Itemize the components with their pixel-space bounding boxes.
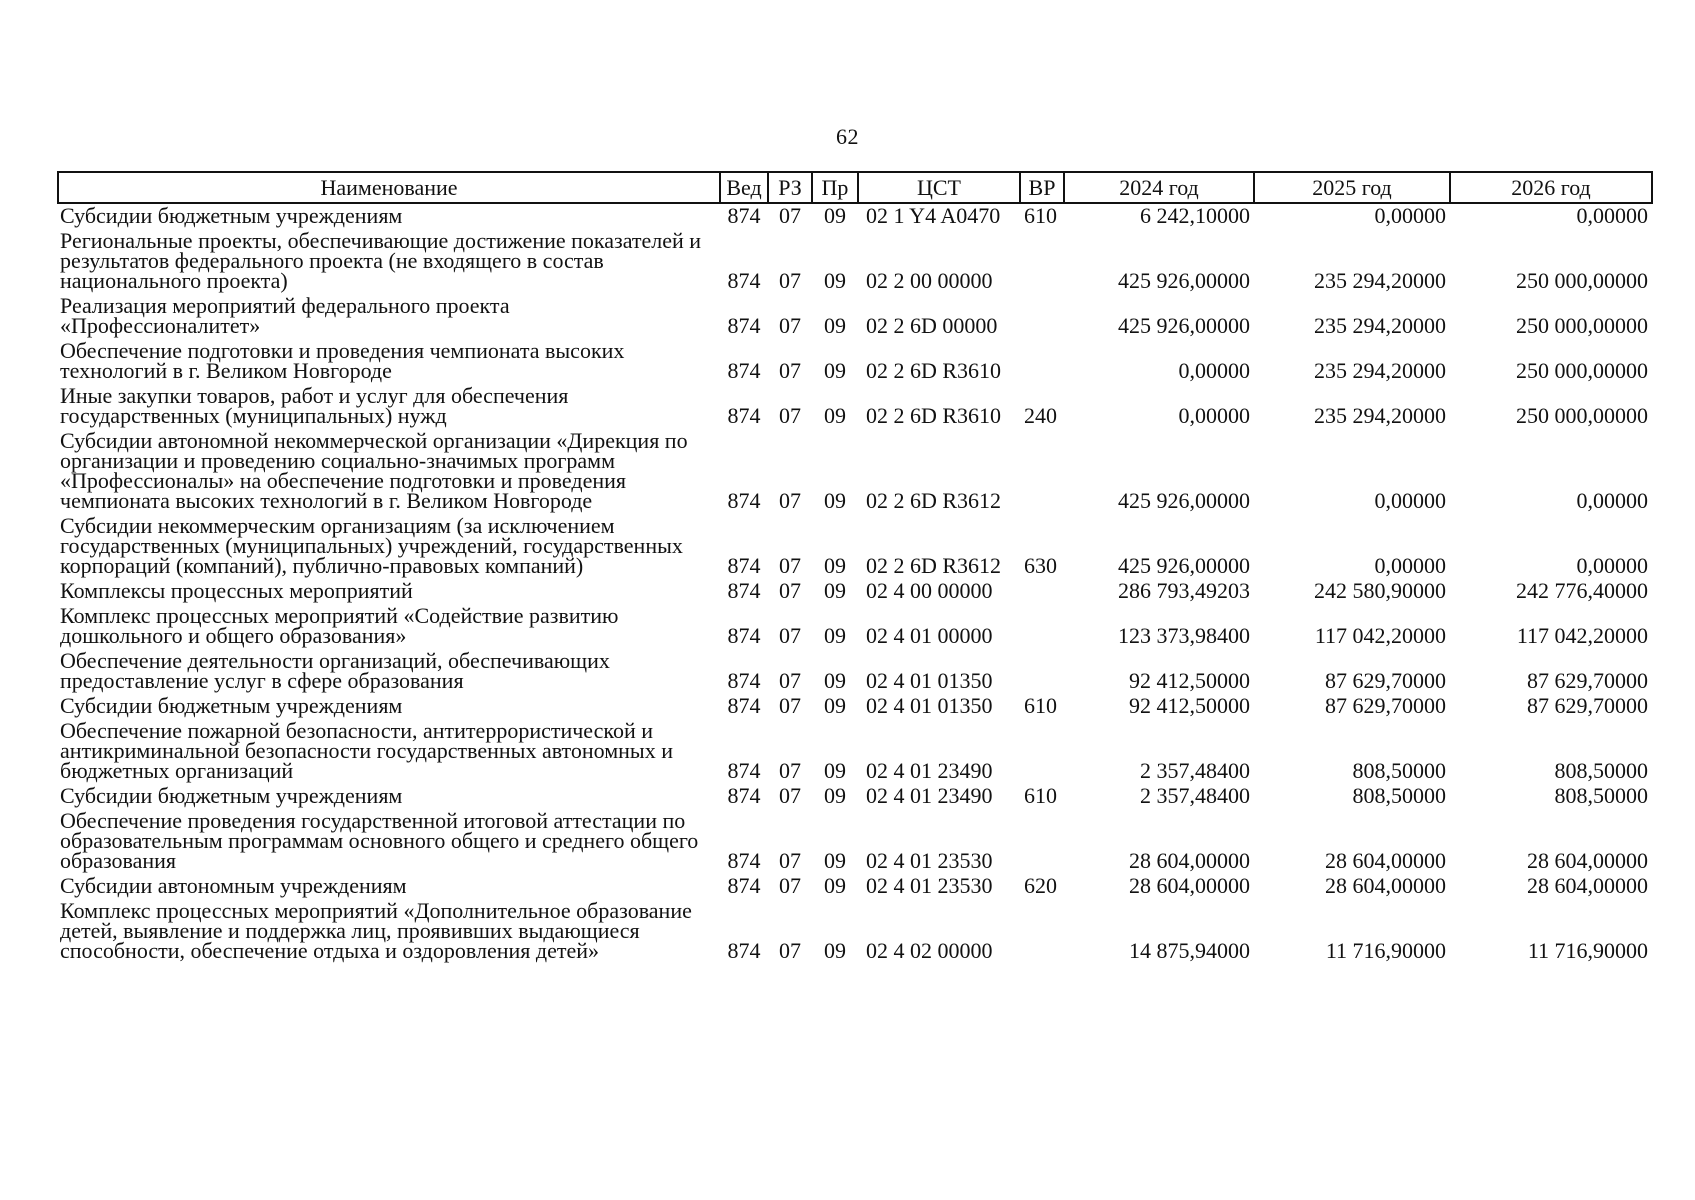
cell-cst: 02 4 00 00000 — [866, 578, 993, 603]
cell-2024: 6 242,10000 — [1140, 203, 1250, 228]
cell-pr: 09 — [824, 623, 846, 648]
cell-pr: 09 — [824, 668, 846, 693]
cell-2025: 235 294,20000 — [1314, 313, 1446, 338]
cell-vr — [1020, 579, 1064, 604]
cell-name: Комплекс процессных мероприятий «Содействие развитию дошкольного и общего образования» — [60, 603, 619, 648]
cell-2026: 87 629,70000 — [1527, 693, 1648, 718]
table-row — [58, 339, 1652, 384]
cell-2026: 28 604,00000 — [1527, 848, 1648, 873]
cell-cst: 02 4 01 23530 — [866, 873, 993, 898]
cell-2026: 250 000,00000 — [1516, 403, 1648, 428]
cell-name: Субсидии некоммерческим организациям (за исключением государственных (муниципальных) учреждений, государственных корпораций (компаний), публично-правовых компаний) — [60, 513, 683, 578]
header-name: Наименование — [58, 172, 720, 203]
table-row — [58, 579, 1652, 604]
cell-ved: 874 — [727, 783, 761, 808]
cell-rz: 07 — [779, 488, 801, 513]
table-row — [58, 604, 1652, 649]
cell-2026: 250 000,00000 — [1516, 313, 1648, 338]
cell-rz: 07 — [779, 758, 801, 783]
cell-cst: 02 2 6D R3612 — [866, 488, 1002, 513]
cell-cst: 02 4 01 23490 — [866, 758, 993, 783]
table-row — [58, 514, 1652, 579]
cell-2025: 87 629,70000 — [1325, 693, 1446, 718]
cell-rz: 07 — [779, 203, 801, 228]
cell-pr: 09 — [824, 403, 846, 428]
cell-cst: 02 2 6D R3610 — [866, 358, 1002, 383]
cell-2026: 87 629,70000 — [1527, 668, 1648, 693]
cell-2024: 123 373,98400 — [1118, 623, 1250, 648]
cell-rz: 07 — [779, 358, 801, 383]
cell-2025: 117 042,20000 — [1314, 623, 1446, 648]
table-row — [58, 649, 1652, 694]
cell-name: Субсидии автономным учреждениям — [60, 873, 407, 898]
cell-pr: 09 — [824, 783, 846, 808]
cell-vr: 610 — [1024, 783, 1057, 808]
header-vr: ВР — [1020, 172, 1064, 203]
table-row — [58, 294, 1652, 339]
cell-2025: 11 716,90000 — [1325, 938, 1446, 963]
cell-cst: 02 1 Y4 A0470 — [866, 203, 1001, 228]
cell-pr: 09 — [824, 488, 846, 513]
cell-pr: 09 — [824, 848, 846, 873]
cell-pr: 09 — [824, 873, 846, 898]
cell-2024: 92 412,50000 — [1129, 693, 1250, 718]
cell-2025: 242 580,90000 — [1314, 578, 1446, 603]
cell-2025: 0,00000 — [1374, 488, 1446, 513]
cell-name: Обеспечение проведения государственной итоговой аттестации по образовательным программам основного общего и среднего общего образования — [60, 808, 699, 873]
header-2026: 2026 год — [1450, 172, 1652, 203]
cell-2026: 242 776,40000 — [1516, 578, 1648, 603]
cell-ved: 874 — [727, 938, 761, 963]
cell-pr: 09 — [824, 578, 846, 603]
table-row — [58, 429, 1652, 514]
table-row — [58, 899, 1652, 964]
cell-cst: 02 4 01 23490 — [866, 783, 993, 808]
table-row — [58, 694, 1652, 719]
header-ved: Вед — [720, 172, 768, 203]
cell-rz: 07 — [779, 578, 801, 603]
cell-vr — [1020, 649, 1064, 694]
cell-ved: 874 — [727, 623, 761, 648]
cell-2024: 425 926,00000 — [1118, 313, 1250, 338]
cell-ved: 874 — [727, 578, 761, 603]
cell-2025: 235 294,20000 — [1314, 268, 1446, 293]
cell-2025: 808,50000 — [1352, 783, 1446, 808]
cell-name: Иные закупки товаров, работ и услуг для обеспечения государственных (муниципальных) нужд — [60, 383, 569, 428]
cell-2025: 28 604,00000 — [1325, 848, 1446, 873]
table-row — [58, 809, 1652, 874]
cell-cst: 02 2 6D R3610 — [866, 403, 1002, 428]
cell-ved: 874 — [727, 668, 761, 693]
cell-rz: 07 — [779, 623, 801, 648]
cell-rz: 07 — [779, 783, 801, 808]
cell-2024: 28 604,00000 — [1129, 873, 1250, 898]
cell-2026: 11 716,90000 — [1527, 938, 1648, 963]
cell-cst: 02 2 00 00000 — [866, 268, 993, 293]
cell-vr — [1020, 719, 1064, 784]
cell-ved: 874 — [727, 848, 761, 873]
cell-2026: 250 000,00000 — [1516, 358, 1648, 383]
cell-vr: 620 — [1024, 873, 1057, 898]
cell-pr: 09 — [824, 358, 846, 383]
cell-2025: 235 294,20000 — [1314, 403, 1446, 428]
cell-2026: 808,50000 — [1554, 783, 1648, 808]
cell-ved: 874 — [727, 693, 761, 718]
cell-rz: 07 — [779, 873, 801, 898]
cell-vr — [1020, 899, 1064, 964]
header-pr: Пр — [812, 172, 858, 203]
cell-2025: 87 629,70000 — [1325, 668, 1446, 693]
cell-ved: 874 — [727, 268, 761, 293]
cell-vr — [1020, 604, 1064, 649]
header-rz: РЗ — [768, 172, 812, 203]
cell-name: Субсидии бюджетным учреждениям — [60, 693, 403, 718]
cell-2024: 0,00000 — [1178, 403, 1250, 428]
cell-ved: 874 — [727, 203, 761, 228]
cell-cst: 02 4 01 01350 — [866, 668, 993, 693]
cell-2026: 0,00000 — [1576, 488, 1648, 513]
cell-name: Субсидии бюджетным учреждениям — [60, 783, 403, 808]
cell-name: Комплекс процессных мероприятий «Дополнительное образование детей, выявление и поддержка лиц, проявивших выдающиеся способности, обеспечение отдыха и оздоровления детей» — [60, 898, 692, 963]
cell-pr: 09 — [824, 553, 846, 578]
cell-2026: 28 604,00000 — [1527, 873, 1648, 898]
header-cst: ЦСТ — [858, 172, 1020, 203]
cell-cst: 02 4 01 01350 — [866, 693, 993, 718]
cell-rz: 07 — [779, 938, 801, 963]
cell-2024: 0,00000 — [1178, 358, 1250, 383]
cell-name: Обеспечение подготовки и проведения чемпионата высоких технологий в г. Великом Новгороде — [60, 338, 625, 383]
cell-2025: 808,50000 — [1352, 758, 1446, 783]
budget-table — [57, 171, 1653, 964]
cell-2025: 28 604,00000 — [1325, 873, 1446, 898]
cell-vr — [1020, 339, 1064, 384]
cell-ved: 874 — [727, 313, 761, 338]
cell-rz: 07 — [779, 268, 801, 293]
cell-2024: 425 926,00000 — [1118, 553, 1250, 578]
cell-name: Комплексы процессных мероприятий — [60, 578, 413, 603]
cell-cst: 02 2 6D R3612 — [866, 553, 1002, 578]
cell-ved: 874 — [727, 403, 761, 428]
cell-ved: 874 — [727, 553, 761, 578]
cell-2025: 0,00000 — [1374, 553, 1446, 578]
cell-2024: 425 926,00000 — [1118, 268, 1250, 293]
cell-vr — [1020, 809, 1064, 874]
header-2025: 2025 год — [1254, 172, 1450, 203]
table-row — [58, 203, 1652, 229]
cell-vr — [1020, 229, 1064, 294]
header-row — [58, 172, 1652, 203]
cell-2024: 286 793,49203 — [1118, 578, 1250, 603]
cell-rz: 07 — [779, 848, 801, 873]
cell-name: Реализация мероприятий федерального проекта «Профессионалитет» — [60, 293, 510, 338]
table-row — [58, 719, 1652, 784]
cell-ved: 874 — [727, 488, 761, 513]
cell-2025: 235 294,20000 — [1314, 358, 1446, 383]
cell-name: Субсидии автономной некоммерческой организации «Дирекция по организации и проведению социально-значимых программ «Профессионалы» на обеспечение подготовки и проведения чемпионата высоких технологий в г. Великом Новгороде — [60, 428, 688, 513]
cell-rz: 07 — [779, 553, 801, 578]
cell-cst: 02 4 02 00000 — [866, 938, 993, 963]
table-row — [58, 384, 1652, 429]
cell-name: Региональные проекты, обеспечивающие достижение показателей и результатов федерального проекта (не входящего в состав национального проекта) — [60, 228, 702, 293]
cell-2026: 808,50000 — [1554, 758, 1648, 783]
cell-2024: 92 412,50000 — [1129, 668, 1250, 693]
cell-vr — [1020, 429, 1064, 514]
cell-vr: 240 — [1024, 403, 1057, 428]
cell-2024: 425 926,00000 — [1118, 488, 1250, 513]
cell-name: Обеспечение деятельности организаций, обеспечивающих предоставление услуг в сфере образования — [60, 648, 610, 693]
cell-vr: 610 — [1024, 693, 1057, 718]
cell-ved: 874 — [727, 758, 761, 783]
cell-2024: 2 357,48400 — [1140, 783, 1250, 808]
cell-ved: 874 — [727, 358, 761, 383]
cell-ved: 874 — [727, 873, 761, 898]
page-number: 62 — [836, 124, 859, 149]
cell-pr: 09 — [824, 203, 846, 228]
cell-2025: 0,00000 — [1374, 203, 1446, 228]
table-row — [58, 874, 1652, 899]
cell-rz: 07 — [779, 403, 801, 428]
cell-2026: 117 042,20000 — [1516, 623, 1648, 648]
header-2024: 2024 год — [1064, 172, 1254, 203]
cell-pr: 09 — [824, 758, 846, 783]
cell-rz: 07 — [779, 693, 801, 718]
table-body — [58, 203, 1652, 964]
cell-2026: 0,00000 — [1576, 553, 1648, 578]
cell-2024: 2 357,48400 — [1140, 758, 1250, 783]
cell-pr: 09 — [824, 268, 846, 293]
table-header — [58, 172, 1652, 203]
cell-name: Обеспечение пожарной безопасности, антитеррористической и антикриминальной безопасности государственных автономных и бюджетных организаций — [60, 718, 673, 783]
cell-vr: 610 — [1024, 203, 1057, 228]
cell-2024: 28 604,00000 — [1129, 848, 1250, 873]
table-row — [58, 784, 1652, 809]
cell-rz: 07 — [779, 668, 801, 693]
cell-pr: 09 — [824, 693, 846, 718]
cell-cst: 02 4 01 00000 — [866, 623, 993, 648]
cell-cst: 02 2 6D 00000 — [866, 313, 998, 338]
cell-vr — [1020, 294, 1064, 339]
cell-cst: 02 4 01 23530 — [866, 848, 993, 873]
cell-pr: 09 — [824, 313, 846, 338]
cell-rz: 07 — [779, 313, 801, 338]
cell-2024: 14 875,94000 — [1129, 938, 1250, 963]
cell-pr: 09 — [824, 938, 846, 963]
cell-2026: 0,00000 — [1576, 203, 1648, 228]
cell-2026: 250 000,00000 — [1516, 268, 1648, 293]
cell-vr: 630 — [1024, 553, 1057, 578]
cell-name: Субсидии бюджетным учреждениям — [60, 203, 403, 228]
table-row — [58, 229, 1652, 294]
